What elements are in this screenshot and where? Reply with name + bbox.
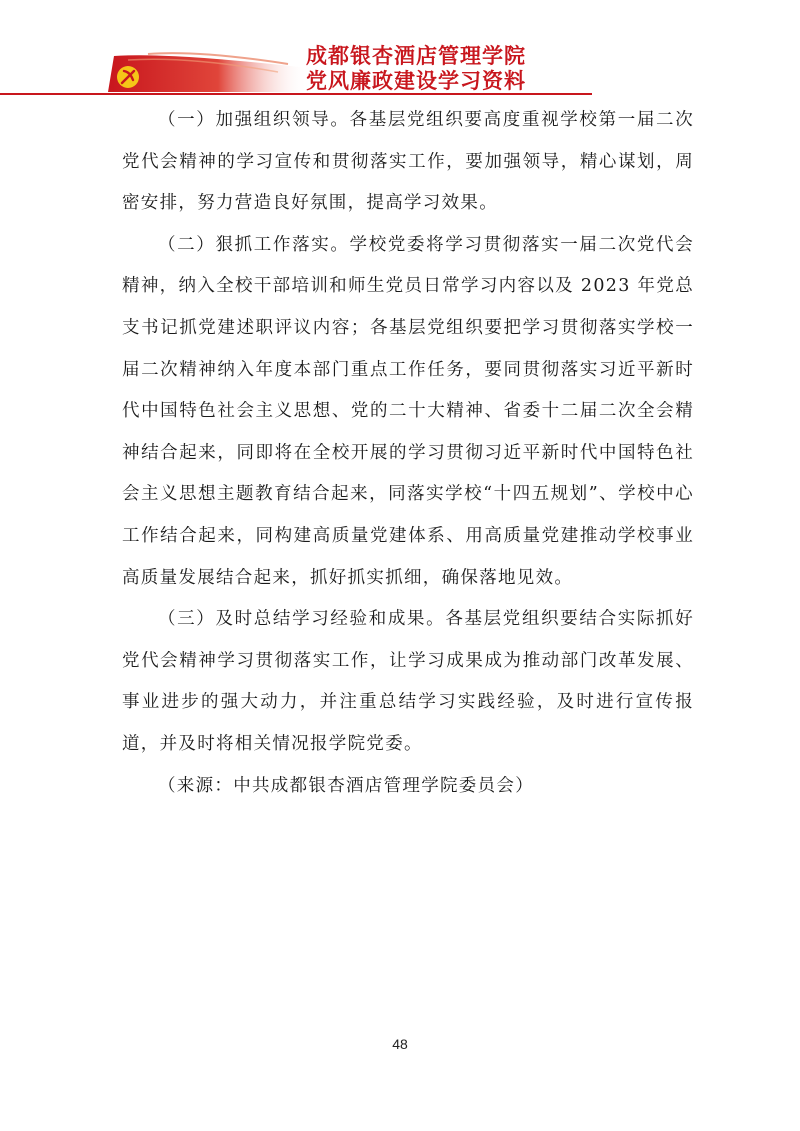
paragraph-2: （二）狠抓工作落实。学校党委将学习贯彻落实一届二次党代会精神，纳入全校干部培训和师生党员日常学习内容以及 2023 年党总支书记抓党建述职评议内容；各基层党组织要把学习贯彻落实学校一届二次精神纳入年度本部门重点工作任务，要同贯彻落实习近平新时代中国特色社会主义思想、党的二十大精神、省委十二届二次全会精神结合起来，同即将在全校开展的学习贯彻习近平新时代中国特色社会主义思想主题教育结合起来，同落实学校“十四五规划”、学校中心工作结合起来，同构建高质量党建体系、用高质量党建推动学校事业高质量发展结合起来，抓好抓实抓细，确保落地见效。 [122, 234, 694, 588]
header-title-line2: 党风廉政建设学习资料 [306, 69, 526, 93]
source-attribution: （来源：中共成都银杏酒店管理学院委员会） [158, 775, 534, 796]
header-title [306, 44, 526, 94]
page-header [108, 44, 700, 100]
paragraph-1: （一）加强组织领导。各基层党组织要高度重视学校第一届二次党代会精神的学习宣传和贯彻落实工作，要加强领导，精心谋划，周密安排，努力营造良好氛围，提高学习效果。 [122, 110, 694, 214]
page-number: 48 [392, 1036, 408, 1052]
document-body [122, 100, 694, 807]
paragraph-3: （三）及时总结学习经验和成果。各基层党组织要结合实际抓好党代会精神学习贯彻落实工作，让学习成果成为推动部门改革发展、事业进步的强大动力，并注重总结学习实践经验，及时进行宣传报道，并及时将相关情况报学院党委。 [122, 609, 694, 754]
header-divider [0, 93, 592, 95]
header-title-line1: 成都银杏酒店管理学院 [306, 44, 526, 68]
party-emblem-icon [108, 50, 308, 92]
